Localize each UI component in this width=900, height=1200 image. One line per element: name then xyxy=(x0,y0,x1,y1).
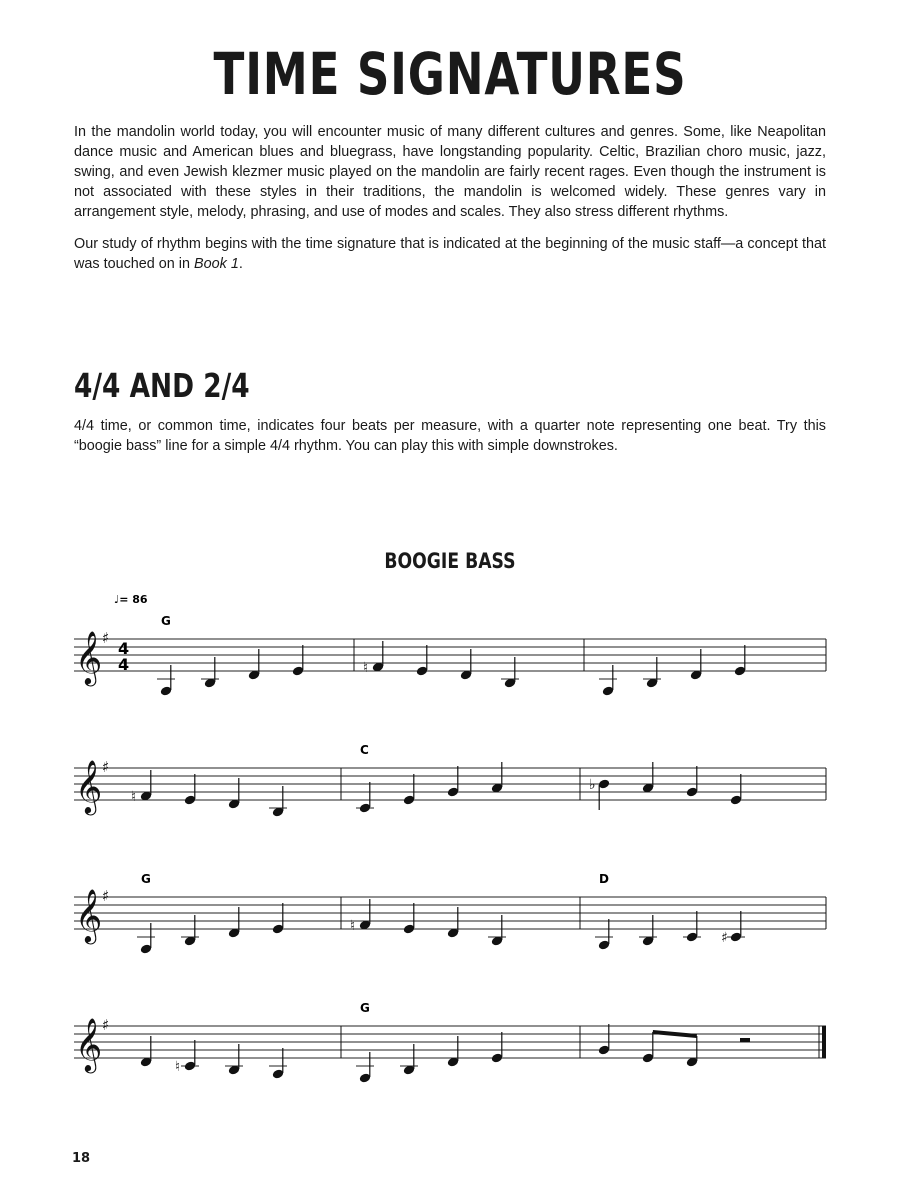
treble-clef-icon: 𝄞 xyxy=(75,888,103,942)
intro-paragraph-2 xyxy=(74,234,826,274)
section-paragraph: 4/4 time, or common time, indicates four beats per measure, with a quarter note representing one beat. Try this “boogie bass” line for a simple 4/4 rhythm. You can play this with simple downstrokes. xyxy=(74,418,826,454)
eighth-note-beam xyxy=(653,1032,697,1036)
natural-accidental-icon: ♮ xyxy=(175,1059,181,1075)
time-signature-top: 4 xyxy=(118,639,130,658)
natural-accidental-icon: ♮ xyxy=(363,660,369,676)
key-signature-sharp-icon: ♯ xyxy=(102,758,110,776)
music-notation xyxy=(0,580,900,1100)
key-signature-sharp-icon: ♯ xyxy=(102,629,110,647)
final-barline xyxy=(822,1026,826,1058)
natural-accidental-icon: ♮ xyxy=(350,918,356,934)
flat-accidental-icon: ♭ xyxy=(589,777,596,793)
chord-symbol: G xyxy=(360,1001,370,1015)
chord-symbol: G xyxy=(161,614,171,628)
natural-accidental-icon: ♮ xyxy=(131,789,137,805)
key-signature-sharp-icon: ♯ xyxy=(102,887,110,905)
chord-symbol: C xyxy=(360,743,369,757)
sharp-accidental-icon: ♯ xyxy=(721,930,728,946)
intro-paragraph-2-end: . xyxy=(238,256,243,272)
section-heading: 4/4 AND 2/4 xyxy=(74,366,250,405)
book-reference: Book 1 xyxy=(194,256,239,272)
page-number: 18 xyxy=(72,1151,91,1166)
key-signature-sharp-icon: ♯ xyxy=(102,1016,110,1034)
tempo-marking: ♩= 86 xyxy=(114,593,148,606)
chord-symbol: G xyxy=(141,872,151,886)
treble-clef-icon: 𝄞 xyxy=(75,1017,103,1071)
song-title: BOOGIE BASS xyxy=(384,549,516,573)
page-title: TIME SIGNATURES xyxy=(213,40,687,108)
half-rest-icon xyxy=(740,1038,750,1042)
treble-clef-icon: 𝄞 xyxy=(75,759,103,813)
intro-paragraph-1: In the mandolin world today, you will encounter music of many different cultures and genres. Some, like Neapolitan dance music and American blues and bluegrass, have longstanding popularity. Celtic, Brazilian choro music, jazz, swing, and even Jewish klezmer music played on the mandolin are fairly recent rages. Even though the instrument is not associated with these styles in their traditions, the mandolin is welcomed widely. These genres vary in arrangement style, melody, phrasing, and use of modes and scales. They also stress different rhythms. xyxy=(74,124,826,220)
treble-clef-icon: 𝄞 xyxy=(75,630,103,684)
chord-symbol: D xyxy=(599,872,609,886)
time-signature-bottom: 4 xyxy=(118,655,130,674)
intro-paragraph-2-text: Our study of rhythm begins with the time signature that is indicated at the beginning of the music staff—a concept that was touched on in xyxy=(74,236,826,272)
